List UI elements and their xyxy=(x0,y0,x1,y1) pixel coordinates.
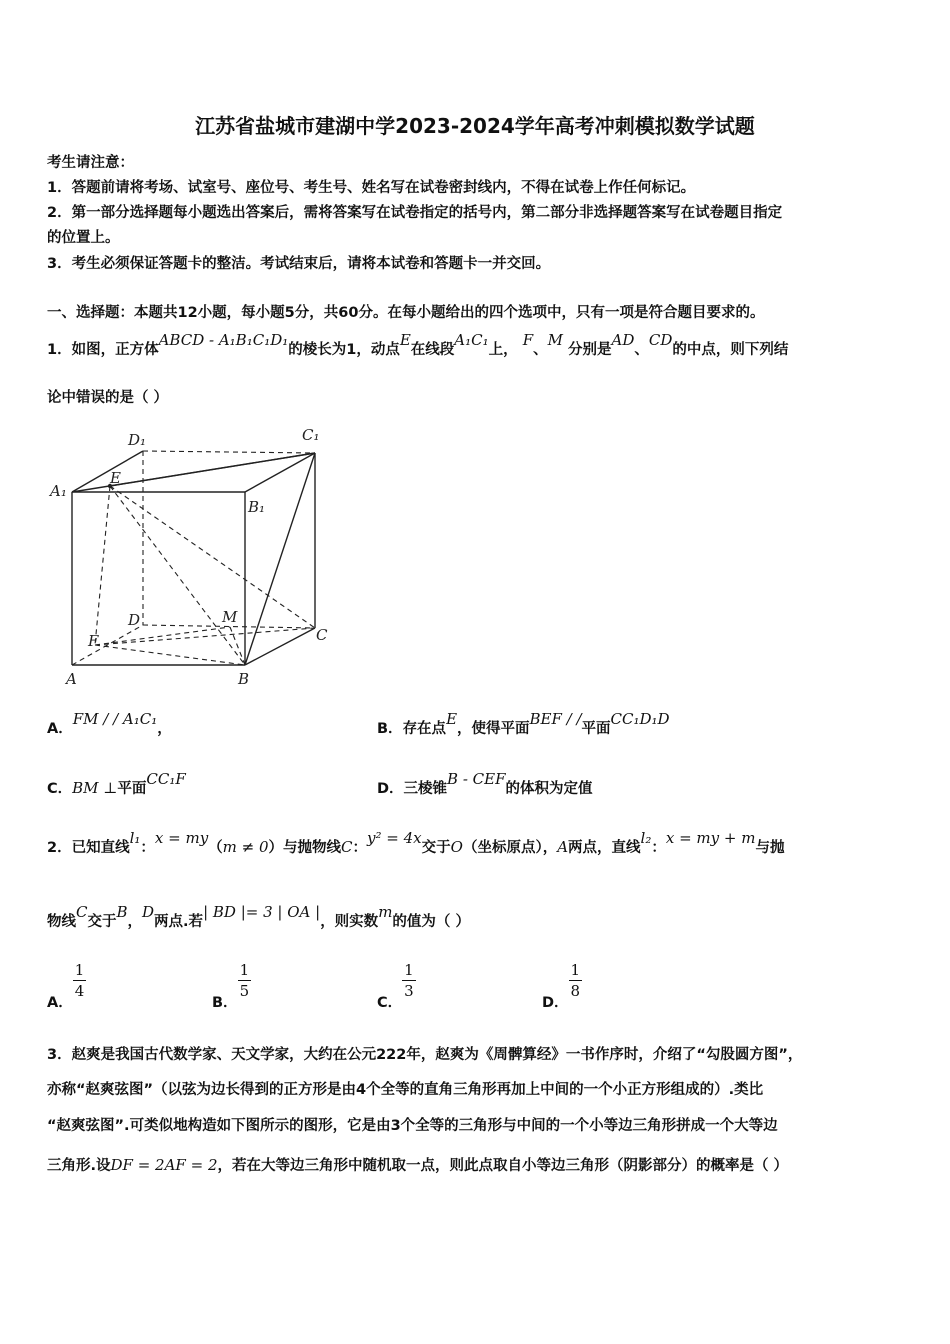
question-3-line3: “赵爽弦图”.可类似地构造如下图所示的图形，它是由3个全等的三角形与中间的一个小等边三角形拼成一个大等边 xyxy=(47,1118,778,1134)
q2-math: l₁ xyxy=(129,829,141,847)
option-label: C． xyxy=(377,994,403,1011)
option-math: B - CEF xyxy=(447,770,506,788)
segment-fb-dashed xyxy=(95,645,245,665)
edge-ad-dashed xyxy=(72,625,143,665)
option-text: ， xyxy=(157,721,172,737)
question-2-stem xyxy=(47,829,785,858)
cube-figure xyxy=(40,420,350,700)
question-3-line2: 亦称“赵爽弦图”（以弦为边长得到的正方形是由4个全等的直角三角形再加上中间的一个小正方形组成的）.类比 xyxy=(47,1082,764,1098)
q2-text: ： xyxy=(352,840,368,856)
q3-math: DF = 2AF = 2 xyxy=(110,1156,218,1174)
option-math: E xyxy=(446,710,458,728)
option-label: A． xyxy=(47,721,73,737)
q1-text: 、 xyxy=(533,342,548,358)
q1-math: E xyxy=(399,331,411,349)
notice-heading: 考生请注意： xyxy=(47,155,134,171)
label-a1: A₁ xyxy=(50,482,67,500)
q2-text: 两点.若 xyxy=(154,914,204,930)
q2-math: m xyxy=(378,903,393,921)
q2-option-d[interactable] xyxy=(542,960,582,1011)
q2-math: m ≠ 0 xyxy=(222,838,269,856)
option-text: 三棱锥 xyxy=(403,781,448,797)
q2-math: B xyxy=(116,903,128,921)
question-2-stem-line2 xyxy=(47,903,470,932)
label-d1: D₁ xyxy=(128,431,147,449)
q2-math: C xyxy=(76,903,88,921)
q2-math: C xyxy=(341,838,353,856)
option-text: 的体积为定值 xyxy=(505,781,593,797)
segment-fm-dashed xyxy=(95,627,230,645)
q1-text: 、 xyxy=(634,342,649,358)
segment-ef-dashed xyxy=(95,486,110,645)
q1-text: 1．如图，正方体 xyxy=(47,342,159,358)
q1-text: 分别是 xyxy=(568,342,612,358)
segment-ec-dashed xyxy=(110,486,315,628)
q2-math: D xyxy=(142,903,155,921)
q2-math: A xyxy=(557,838,569,856)
section-heading: 一、选择题：本题共12小题，每小题5分，共60分。在每小题给出的四个选项中，只有一项是符合题目要求的。 xyxy=(47,305,765,321)
notice-item-3: 3．考生必须保证答题卡的整洁。考试结束后，请将本试卷和答题卡一并交回。 xyxy=(47,256,551,272)
option-text: 平面 xyxy=(117,781,147,797)
q2-math: l₂ xyxy=(640,829,652,847)
q2-text: 2．已知直线 xyxy=(47,840,130,856)
q1-option-b[interactable] xyxy=(377,710,670,739)
q1-math: ABCD - A₁B₁C₁D₁ xyxy=(158,331,289,349)
q2-text: ，则实数 xyxy=(320,914,379,930)
q2-text: ： xyxy=(140,840,155,856)
option-math: BEF / / xyxy=(529,710,582,728)
q1-option-c[interactable] xyxy=(47,770,186,799)
label-c1: C₁ xyxy=(302,426,320,444)
q2-text: 交于 xyxy=(87,914,117,930)
q2-option-c[interactable] xyxy=(377,960,416,1011)
option-text: 存在点 xyxy=(402,721,447,737)
q2-text: （坐标原点）， xyxy=(462,840,558,856)
question-1-stem xyxy=(47,331,789,360)
q2-text: 交于 xyxy=(421,840,451,856)
q1-math: AD xyxy=(611,331,635,349)
option-label: B． xyxy=(377,721,403,737)
option-math: BM ⊥ xyxy=(72,779,118,797)
fraction: $\frac{1}{8}$ xyxy=(570,961,581,1000)
notice-item-2b: 的位置上。 xyxy=(47,230,120,246)
q2-text: 物线 xyxy=(47,914,76,930)
q1-math: F xyxy=(522,331,534,349)
question-3-line1: 3．赵爽是我国古代数学家、天文学家，大约在公元222年，赵爽为《周髀算经》一书作序时，介绍了“勾股圆方图”， xyxy=(47,1047,803,1063)
option-label: C． xyxy=(47,781,73,797)
q1-math: M xyxy=(547,331,563,349)
q1-math: CD xyxy=(648,331,673,349)
q1-option-a[interactable] xyxy=(47,710,172,739)
q2-option-b[interactable] xyxy=(212,960,251,1011)
label-e: E xyxy=(110,469,121,487)
segment-bm-dashed xyxy=(230,627,245,665)
option-text: 平面 xyxy=(581,721,611,737)
option-label: D． xyxy=(542,994,569,1011)
q2-math: O xyxy=(450,838,463,856)
notice-item-1: 1．答题前请将考场、试室号、座位号、考生号、姓名写在试卷密封线内，不得在试卷上作任何标记。 xyxy=(47,180,696,196)
option-math: CC₁D₁D xyxy=(610,710,670,728)
q2-math: x = my + m xyxy=(665,829,756,847)
option-label: A． xyxy=(47,994,73,1011)
option-text: ，使得平面 xyxy=(457,721,530,737)
q1-math: A₁C₁ xyxy=(454,331,489,349)
q2-option-a[interactable] xyxy=(47,960,86,1011)
label-a: A xyxy=(66,670,77,688)
notice-item-2a: 2．第一部分选择题每小题选出答案后，需将答案写在试卷指定的括号内，第二部分非选择题答案写在试卷题目指定 xyxy=(47,205,783,221)
label-b1: B₁ xyxy=(248,498,266,516)
fraction: $\frac{1}{4}$ xyxy=(74,961,85,1000)
q2-text: 与抛 xyxy=(755,840,785,856)
q3-text: ，若在大等边三角形中随机取一点，则此点取自小等边三角形（阴影部分）的概率是（ ） xyxy=(217,1158,789,1174)
q2-text: ： xyxy=(651,840,666,856)
question-3-line4 xyxy=(47,1155,788,1176)
label-b: B xyxy=(238,670,250,688)
q2-text: 两点，直线 xyxy=(568,840,641,856)
q2-text: （ xyxy=(208,840,223,856)
option-label: B． xyxy=(212,994,238,1011)
q1-text: 的棱长为1，动点 xyxy=(288,342,400,358)
label-d: D xyxy=(128,611,141,629)
label-c: C xyxy=(316,626,328,644)
q2-math: x = my xyxy=(154,829,209,847)
option-math: CC₁F xyxy=(146,770,186,788)
page-title: 江苏省盐城市建湖中学2023-2024学年高考冲刺模拟数学试题 xyxy=(195,114,755,138)
label-m: M xyxy=(222,608,238,626)
q1-text: 上， xyxy=(488,342,518,358)
q1-text: 的中点，则下列结 xyxy=(672,342,789,358)
fraction: $\frac{1}{5}$ xyxy=(239,961,250,1000)
label-f: F xyxy=(88,632,99,650)
q2-math: y² = 4x xyxy=(367,829,422,847)
question-1-stem-line2: 论中错误的是（ ） xyxy=(47,390,169,406)
option-label: D． xyxy=(377,781,404,797)
q1-text: 在线段 xyxy=(410,342,455,358)
q2-text: 的值为（ ） xyxy=(392,914,470,930)
q2-math: | BD |= 3 | OA | xyxy=(203,903,321,921)
q2-text: ， xyxy=(127,914,143,930)
q2-text: ）与抛物线 xyxy=(268,840,342,856)
q1-option-d[interactable] xyxy=(377,770,593,799)
q3-text: 三角形.设 xyxy=(47,1158,111,1174)
option-math: FM / / A₁C₁ xyxy=(72,710,158,728)
fraction: $\frac{1}{3}$ xyxy=(404,961,414,1000)
edge-d1c1-dashed xyxy=(143,451,315,453)
